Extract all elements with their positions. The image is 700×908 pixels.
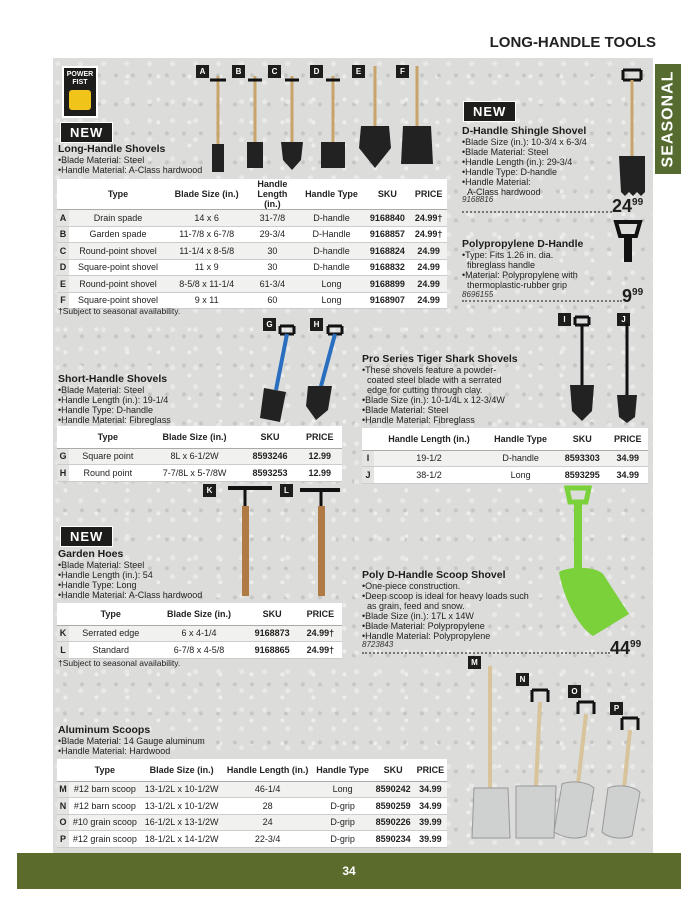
col-header <box>57 759 69 781</box>
table-cell: 8590259 <box>373 798 414 815</box>
bullet: •Handle Length (in.): 19-1/4 <box>58 395 169 405</box>
table-cell: 9168824 <box>365 243 411 260</box>
table-cell: 8L x 6-1/2W <box>147 448 243 465</box>
table-cell: #12 grain scoop <box>69 831 141 848</box>
table-row <box>57 642 342 659</box>
table-cell: A <box>57 210 69 227</box>
col-header: Type <box>69 426 147 448</box>
table-cell: 8593295 <box>557 467 607 484</box>
logo-line1: POWER <box>66 71 94 78</box>
col-header <box>362 428 374 450</box>
table-cell: D-Handle <box>298 226 364 243</box>
col-header: Type <box>69 759 141 781</box>
tag-c: C <box>268 65 281 78</box>
table-cell: Drain spade <box>69 210 167 227</box>
table-cell: 9168857 <box>365 226 411 243</box>
tag-i: I <box>558 313 571 326</box>
table-cell: 39.99 <box>414 831 447 848</box>
table-row <box>57 210 447 227</box>
table-cell: Long <box>484 467 557 484</box>
table-cell: H <box>57 465 69 482</box>
tag-o: O <box>568 685 581 698</box>
table-cell: D-grip <box>313 798 373 815</box>
table-cell: Serrated edge <box>69 625 152 642</box>
hoes-title: Garden Hoes <box>58 548 124 560</box>
bullet: •Handle Material: Fibreglass <box>58 415 171 425</box>
bullet: coated steel blade with a serrated <box>367 375 502 385</box>
col-header: SKU <box>245 603 298 625</box>
table-cell: Square point <box>69 448 147 465</box>
long-handle-table <box>57 179 447 309</box>
dhandle-bullets <box>462 137 587 197</box>
bullet: •Deep scoop is ideal for heavy loads such <box>362 591 529 601</box>
green-scoop-image <box>555 484 635 644</box>
table-cell: 11-7/8 x 6-7/8 <box>167 226 246 243</box>
table-cell: 38-1/2 <box>374 467 484 484</box>
table-header <box>57 603 342 625</box>
table-row <box>57 276 447 293</box>
table-row <box>57 625 342 642</box>
bullet: •Handle Material: Polypropylene <box>362 631 491 641</box>
short-handle-shovels-image <box>258 320 358 425</box>
scoop-title: Poly D-Handle Scoop Shovel <box>362 569 506 581</box>
poly-d-price: $9^{99}$ <box>622 286 644 306</box>
alum-title: Aluminum Scoops <box>58 724 151 736</box>
scoop-bullets <box>362 581 529 641</box>
alum-bullets <box>58 736 205 756</box>
table-cell: J <box>362 467 374 484</box>
divider <box>462 211 612 213</box>
col-header: Handle Length (in.) <box>374 428 484 450</box>
table-cell: 24.99 <box>410 259 447 276</box>
table-cell: 34.99 <box>414 781 447 798</box>
page-number: 34 <box>342 864 356 878</box>
col-header: Blade Size (in.) <box>167 179 246 210</box>
table-cell: 8590226 <box>373 814 414 831</box>
tag-k: K <box>203 484 216 497</box>
table-cell: 8593246 <box>243 448 298 465</box>
table-cell: D <box>57 259 69 276</box>
col-header: PRICE <box>414 759 447 781</box>
bullet: •Blade Material: Steel <box>58 385 145 395</box>
table-cell: M <box>57 781 69 798</box>
table-cell: 24.99 <box>410 243 447 260</box>
table-cell: 24.99† <box>410 226 447 243</box>
table-cell: 61-3/4 <box>246 276 298 293</box>
table-cell: 11-1/4 x 8-5/8 <box>167 243 246 260</box>
new-badge-hoes: NEW <box>60 526 113 547</box>
tag-g: G <box>263 318 276 331</box>
table-cell: 9168840 <box>365 210 411 227</box>
col-header: Blade Size (in.) <box>141 759 223 781</box>
table-cell: Round-point shovel <box>69 243 167 260</box>
alum-table <box>57 759 447 848</box>
tag-e: E <box>352 65 365 78</box>
table-cell: Round-point shovel <box>69 276 167 293</box>
logo-line2: FIST <box>72 79 88 86</box>
col-header: PRICE <box>299 603 342 625</box>
table-cell: 24 <box>223 814 313 831</box>
divider <box>362 652 610 654</box>
new-badge-long-handle: NEW <box>60 122 113 143</box>
table-row <box>57 781 447 798</box>
table-cell: 8593253 <box>243 465 298 482</box>
table-cell: 8-5/8 x 11-1/4 <box>167 276 246 293</box>
bullet: A-Class hardwood <box>467 187 541 197</box>
table-header <box>57 426 342 448</box>
table-cell: 6-7/8 x 4-5/8 <box>152 642 245 659</box>
col-header: SKU <box>557 428 607 450</box>
bullet: •Handle Material: Fibreglass <box>362 415 475 425</box>
table-row <box>57 798 447 815</box>
table-cell: 60 <box>246 292 298 309</box>
table-cell: 8590242 <box>373 781 414 798</box>
table-cell: D-handle <box>298 259 364 276</box>
table-cell: Long <box>298 292 364 309</box>
bullet: •Blade Material: Steel <box>462 147 549 157</box>
bullet: •Blade Material: 14 Gauge aluminum <box>58 736 205 746</box>
bullet: •Type: Fits 1.26 in. dia. <box>462 250 554 260</box>
table-cell: D-handle <box>298 210 364 227</box>
tag-m: M <box>468 656 481 669</box>
poly-d-bullets <box>462 250 578 290</box>
tag-f: F <box>396 65 409 78</box>
table-cell: P <box>57 831 69 848</box>
divider <box>462 300 622 302</box>
table-row <box>57 465 342 482</box>
table-row <box>362 450 648 467</box>
col-header <box>57 603 69 625</box>
table-cell: 19-1/2 <box>374 450 484 467</box>
col-header: Handle Type <box>298 179 364 210</box>
table-row <box>57 259 447 276</box>
table-cell: Long <box>313 781 373 798</box>
shingle-shovel-image <box>615 66 649 206</box>
bullet: •Handle Length (in.): 54 <box>58 570 153 580</box>
short-handle-title: Short-Handle Shovels <box>58 373 168 385</box>
table-cell: 13-1/2L x 10-1/2W <box>141 781 223 798</box>
table-cell: D-grip <box>313 831 373 848</box>
bullet: •Blade Material: Polypropylene <box>362 621 485 631</box>
seasonal-tab[interactable] <box>655 64 681 174</box>
aluminum-scoops-image <box>470 660 650 845</box>
table-cell: B <box>57 226 69 243</box>
bullet: as grain, feed and snow. <box>367 601 465 611</box>
col-header: SKU <box>365 179 411 210</box>
table-row <box>57 243 447 260</box>
tag-l: L <box>280 484 293 497</box>
col-header: Type <box>69 179 167 210</box>
long-handle-bullets <box>58 155 202 175</box>
table-cell: 28 <box>223 798 313 815</box>
table-row <box>57 226 447 243</box>
page-title: LONG-HANDLE TOOLS <box>489 34 656 51</box>
table-header <box>57 759 447 781</box>
bullet: •Blade Material: Steel <box>362 405 449 415</box>
table-cell: D-handle <box>298 243 364 260</box>
table-cell: Standard <box>69 642 152 659</box>
table-cell: 12.99 <box>298 448 342 465</box>
table-cell: 14 x 6 <box>167 210 246 227</box>
tag-b: B <box>232 65 245 78</box>
bullet: •Handle Material: A-Class hardwood <box>58 590 203 600</box>
poly-handle-image <box>612 218 644 266</box>
power-fist-logo <box>62 66 98 118</box>
fist-icon <box>69 90 91 110</box>
table-cell: Round point <box>69 465 147 482</box>
table-cell: 11 x 9 <box>167 259 246 276</box>
table-cell: F <box>57 292 69 309</box>
seasonal-tab-label: SEASONAL <box>659 70 676 168</box>
dhandle-title: D-Handle Shingle Shovel <box>462 125 587 137</box>
table-cell: Square-point shovel <box>69 259 167 276</box>
bullet: •Blade Material: Steel <box>58 155 145 165</box>
col-header <box>57 179 69 210</box>
tag-j: J <box>617 313 630 326</box>
garden-hoes-image <box>220 484 350 599</box>
tag-n: N <box>516 673 529 686</box>
tiger-shark-shovels-image <box>565 315 645 425</box>
table-row <box>362 467 648 484</box>
table-header <box>57 179 447 210</box>
table-cell: 30 <box>246 259 298 276</box>
table-cell: 24.99† <box>299 625 342 642</box>
new-badge-dhandle: NEW <box>463 101 516 122</box>
table-cell: 34.99 <box>607 467 648 484</box>
page-footer <box>17 853 681 889</box>
short-handle-table <box>57 426 342 482</box>
hoes-table <box>57 603 342 659</box>
table-cell: 6 x 4-1/4 <box>152 625 245 642</box>
table-cell: C <box>57 243 69 260</box>
table-cell: 39.99 <box>414 814 447 831</box>
col-header: Handle Length (in.) <box>223 759 313 781</box>
table-cell: 9168832 <box>365 259 411 276</box>
table-cell: 9 x 11 <box>167 292 246 309</box>
seasonal-note-2: †Subject to seasonal availability. <box>58 658 181 668</box>
table-cell: O <box>57 814 69 831</box>
col-header: Type <box>69 603 152 625</box>
table-cell: 8590234 <box>373 831 414 848</box>
bullet: •Blade Size (in.): 17L x 14W <box>362 611 474 621</box>
table-cell: #10 grain scoop <box>69 814 141 831</box>
bullet: •Handle Length (in.): 29-3/4 <box>462 157 573 167</box>
table-cell: D-handle <box>484 450 557 467</box>
poly-d-sku: 8696155 <box>462 290 494 299</box>
table-row <box>57 814 447 831</box>
col-header <box>57 426 69 448</box>
table-cell: #12 barn scoop <box>69 798 141 815</box>
tag-a: A <box>196 65 209 78</box>
tiger-table <box>362 428 648 484</box>
table-cell: 18-1/2L x 14-1/2W <box>141 831 223 848</box>
scoop-price: $44^{99}$ <box>610 638 642 658</box>
scoop-sku: 8723843 <box>362 640 394 649</box>
table-cell: 29-3/4 <box>246 226 298 243</box>
bullet: edge for cutting through clay. <box>367 385 483 395</box>
col-header: Blade Size (in.) <box>152 603 245 625</box>
bullet: •Handle Type: Long <box>58 580 137 590</box>
bullet: •Handle Material: Hardwood <box>58 746 171 756</box>
dhandle-sku: 9168816 <box>462 195 494 204</box>
table-cell: 24.99† <box>410 210 447 227</box>
table-cell: G <box>57 448 69 465</box>
col-header: Handle Length (in.) <box>246 179 298 210</box>
poly-d-title: Polypropylene D-Handle <box>462 238 584 250</box>
table-cell: 30 <box>246 243 298 260</box>
table-cell: 16-1/2L x 13-1/2W <box>141 814 223 831</box>
long-handle-title: Long-Handle Shovels <box>58 143 166 155</box>
table-cell: I <box>362 450 374 467</box>
table-cell: 9168865 <box>245 642 298 659</box>
table-cell: 46-1/4 <box>223 781 313 798</box>
table-cell: 9168907 <box>365 292 411 309</box>
table-cell: 13-1/2L x 10-1/2W <box>141 798 223 815</box>
seasonal-note-1: †Subject to seasonal availability. <box>58 306 181 316</box>
table-cell: #12 barn scoop <box>69 781 141 798</box>
table-cell: 24.99 <box>410 292 447 309</box>
table-cell: 24.99 <box>410 276 447 293</box>
table-cell: 7-7/8L x 5-7/8W <box>147 465 243 482</box>
table-cell: 24.99† <box>299 642 342 659</box>
table-cell: 9168873 <box>245 625 298 642</box>
table-header <box>362 428 648 450</box>
bullet: •Handle Type: D-handle <box>58 405 154 415</box>
short-handle-bullets <box>58 385 171 425</box>
bullet: •One-piece construction. <box>362 581 461 591</box>
bullet: •Material: Polypropylene with <box>462 270 578 280</box>
bullet: •Handle Material: A-Class hardwood <box>58 165 203 175</box>
bullet: •Handle Type: D-handle <box>462 167 558 177</box>
tag-h: H <box>310 318 323 331</box>
hoes-bullets <box>58 560 202 600</box>
table-cell: E <box>57 276 69 293</box>
table-cell: 22-3/4 <box>223 831 313 848</box>
col-header: Blade Size (in.) <box>147 426 243 448</box>
col-header: Handle Type <box>313 759 373 781</box>
bullet: fibreglass handle <box>467 260 536 270</box>
table-cell: Long <box>298 276 364 293</box>
table-cell: 31-7/8 <box>246 210 298 227</box>
table-cell: 34.99 <box>414 798 447 815</box>
table-cell: 34.99 <box>607 450 648 467</box>
table-row <box>57 448 342 465</box>
bullet: •These shovels feature a powder- <box>362 365 497 375</box>
table-cell: 9168899 <box>365 276 411 293</box>
tag-p: P <box>610 702 623 715</box>
table-cell: K <box>57 625 69 642</box>
col-header: SKU <box>373 759 414 781</box>
table-cell: L <box>57 642 69 659</box>
col-header: PRICE <box>607 428 648 450</box>
table-row <box>57 831 447 848</box>
col-header: PRICE <box>298 426 342 448</box>
table-cell: 8593303 <box>557 450 607 467</box>
bullet: •Blade Material: Steel <box>58 560 145 570</box>
long-handle-shovels-image <box>195 66 435 176</box>
tiger-title: Pro Series Tiger Shark Shovels <box>362 353 518 365</box>
bullet: •Blade Size (in.): 10-3/4 x 6-3/4 <box>462 137 587 147</box>
table-cell: 12.99 <box>298 465 342 482</box>
tiger-bullets <box>362 365 505 425</box>
bullet: thermoplastic-rubber grip <box>467 280 568 290</box>
table-cell: Square-point shovel <box>69 292 167 309</box>
table-cell: Garden spade <box>69 226 167 243</box>
dhandle-price: $24^{99}$ <box>612 196 644 216</box>
bullet: •Handle Material: <box>462 177 531 187</box>
tag-d: D <box>310 65 323 78</box>
table-cell: D-grip <box>313 814 373 831</box>
table-cell: N <box>57 798 69 815</box>
col-header: PRICE <box>410 179 447 210</box>
col-header: SKU <box>243 426 298 448</box>
col-header: Handle Type <box>484 428 557 450</box>
bullet: •Blade Size (in.): 10-1/4L x 12-3/4W <box>362 395 505 405</box>
